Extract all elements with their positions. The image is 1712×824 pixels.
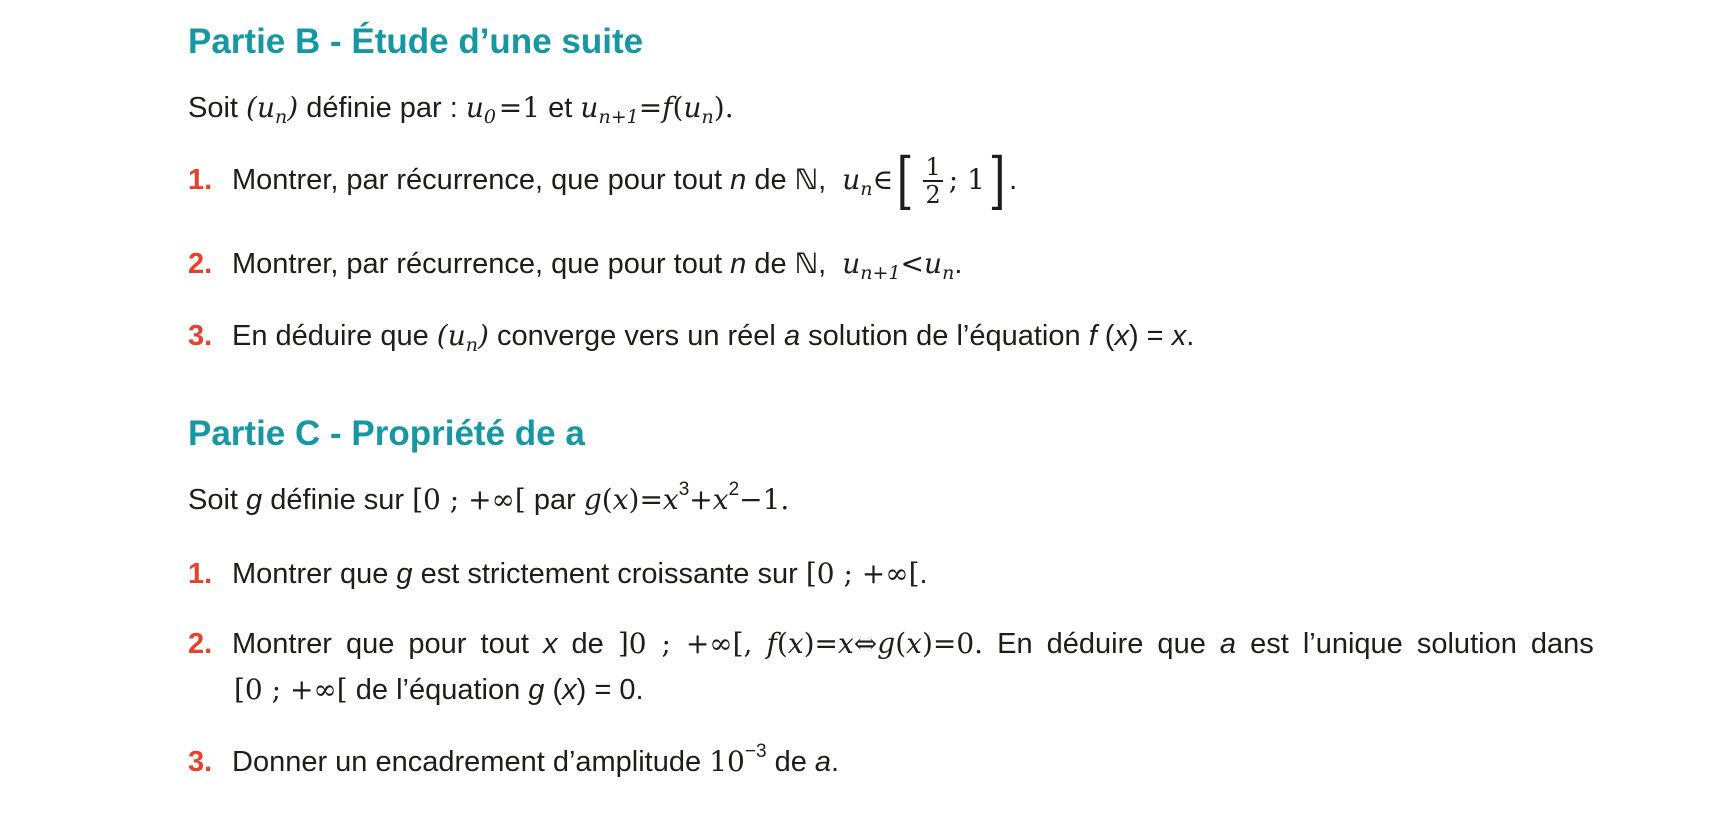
part-c-item-2-continued: [0 ; +∞[ de l’équation g (x) = 0. bbox=[234, 673, 644, 706]
part-c-item-3: 3. Donner un encadrement d’amplitude $10^{-3}$ de a. bbox=[188, 741, 840, 778]
part-b-item-1: 1. Montrer, par récurrence, que pour tout n de ℕ, $u_n\in$[ $\frac{1}{2}$ ; 1] . bbox=[188, 144, 1018, 218]
part-b-item-3: 3. En déduire que $(u_n)$ converge vers un réel a solution de l’équation f (x) = x. bbox=[188, 319, 1195, 356]
part-b-item-2: 2. Montrer, par récurrence, que pour tout n de ℕ, $u_{n+1}<u_n$. bbox=[188, 247, 963, 284]
part-c-intro: Soit g définie sur [0 ; +∞[ par $g(x)=x^3+x^2-1$. bbox=[188, 479, 790, 516]
part-c-title: Partie C - Propriété de a bbox=[188, 414, 585, 453]
part-b-intro: Soit $(u_n)$ définie par : $u_0$ =1 et $u_{n+1}=f(u_n)$. bbox=[188, 91, 734, 128]
part-c-item-1: 1. Montrer que g est strictement croissante sur [0 ; +∞[. bbox=[188, 557, 928, 590]
part-b-title: Partie B - Étude d’une suite bbox=[188, 22, 644, 61]
part-c-item-2: 2. Montrer que pour tout x de ]0 ; +∞[, f(x)=x⇔g(x)=0. En déduire que a est l’unique solution dans bbox=[188, 627, 1594, 660]
formula-un: $(u_n)$ bbox=[246, 91, 299, 128]
